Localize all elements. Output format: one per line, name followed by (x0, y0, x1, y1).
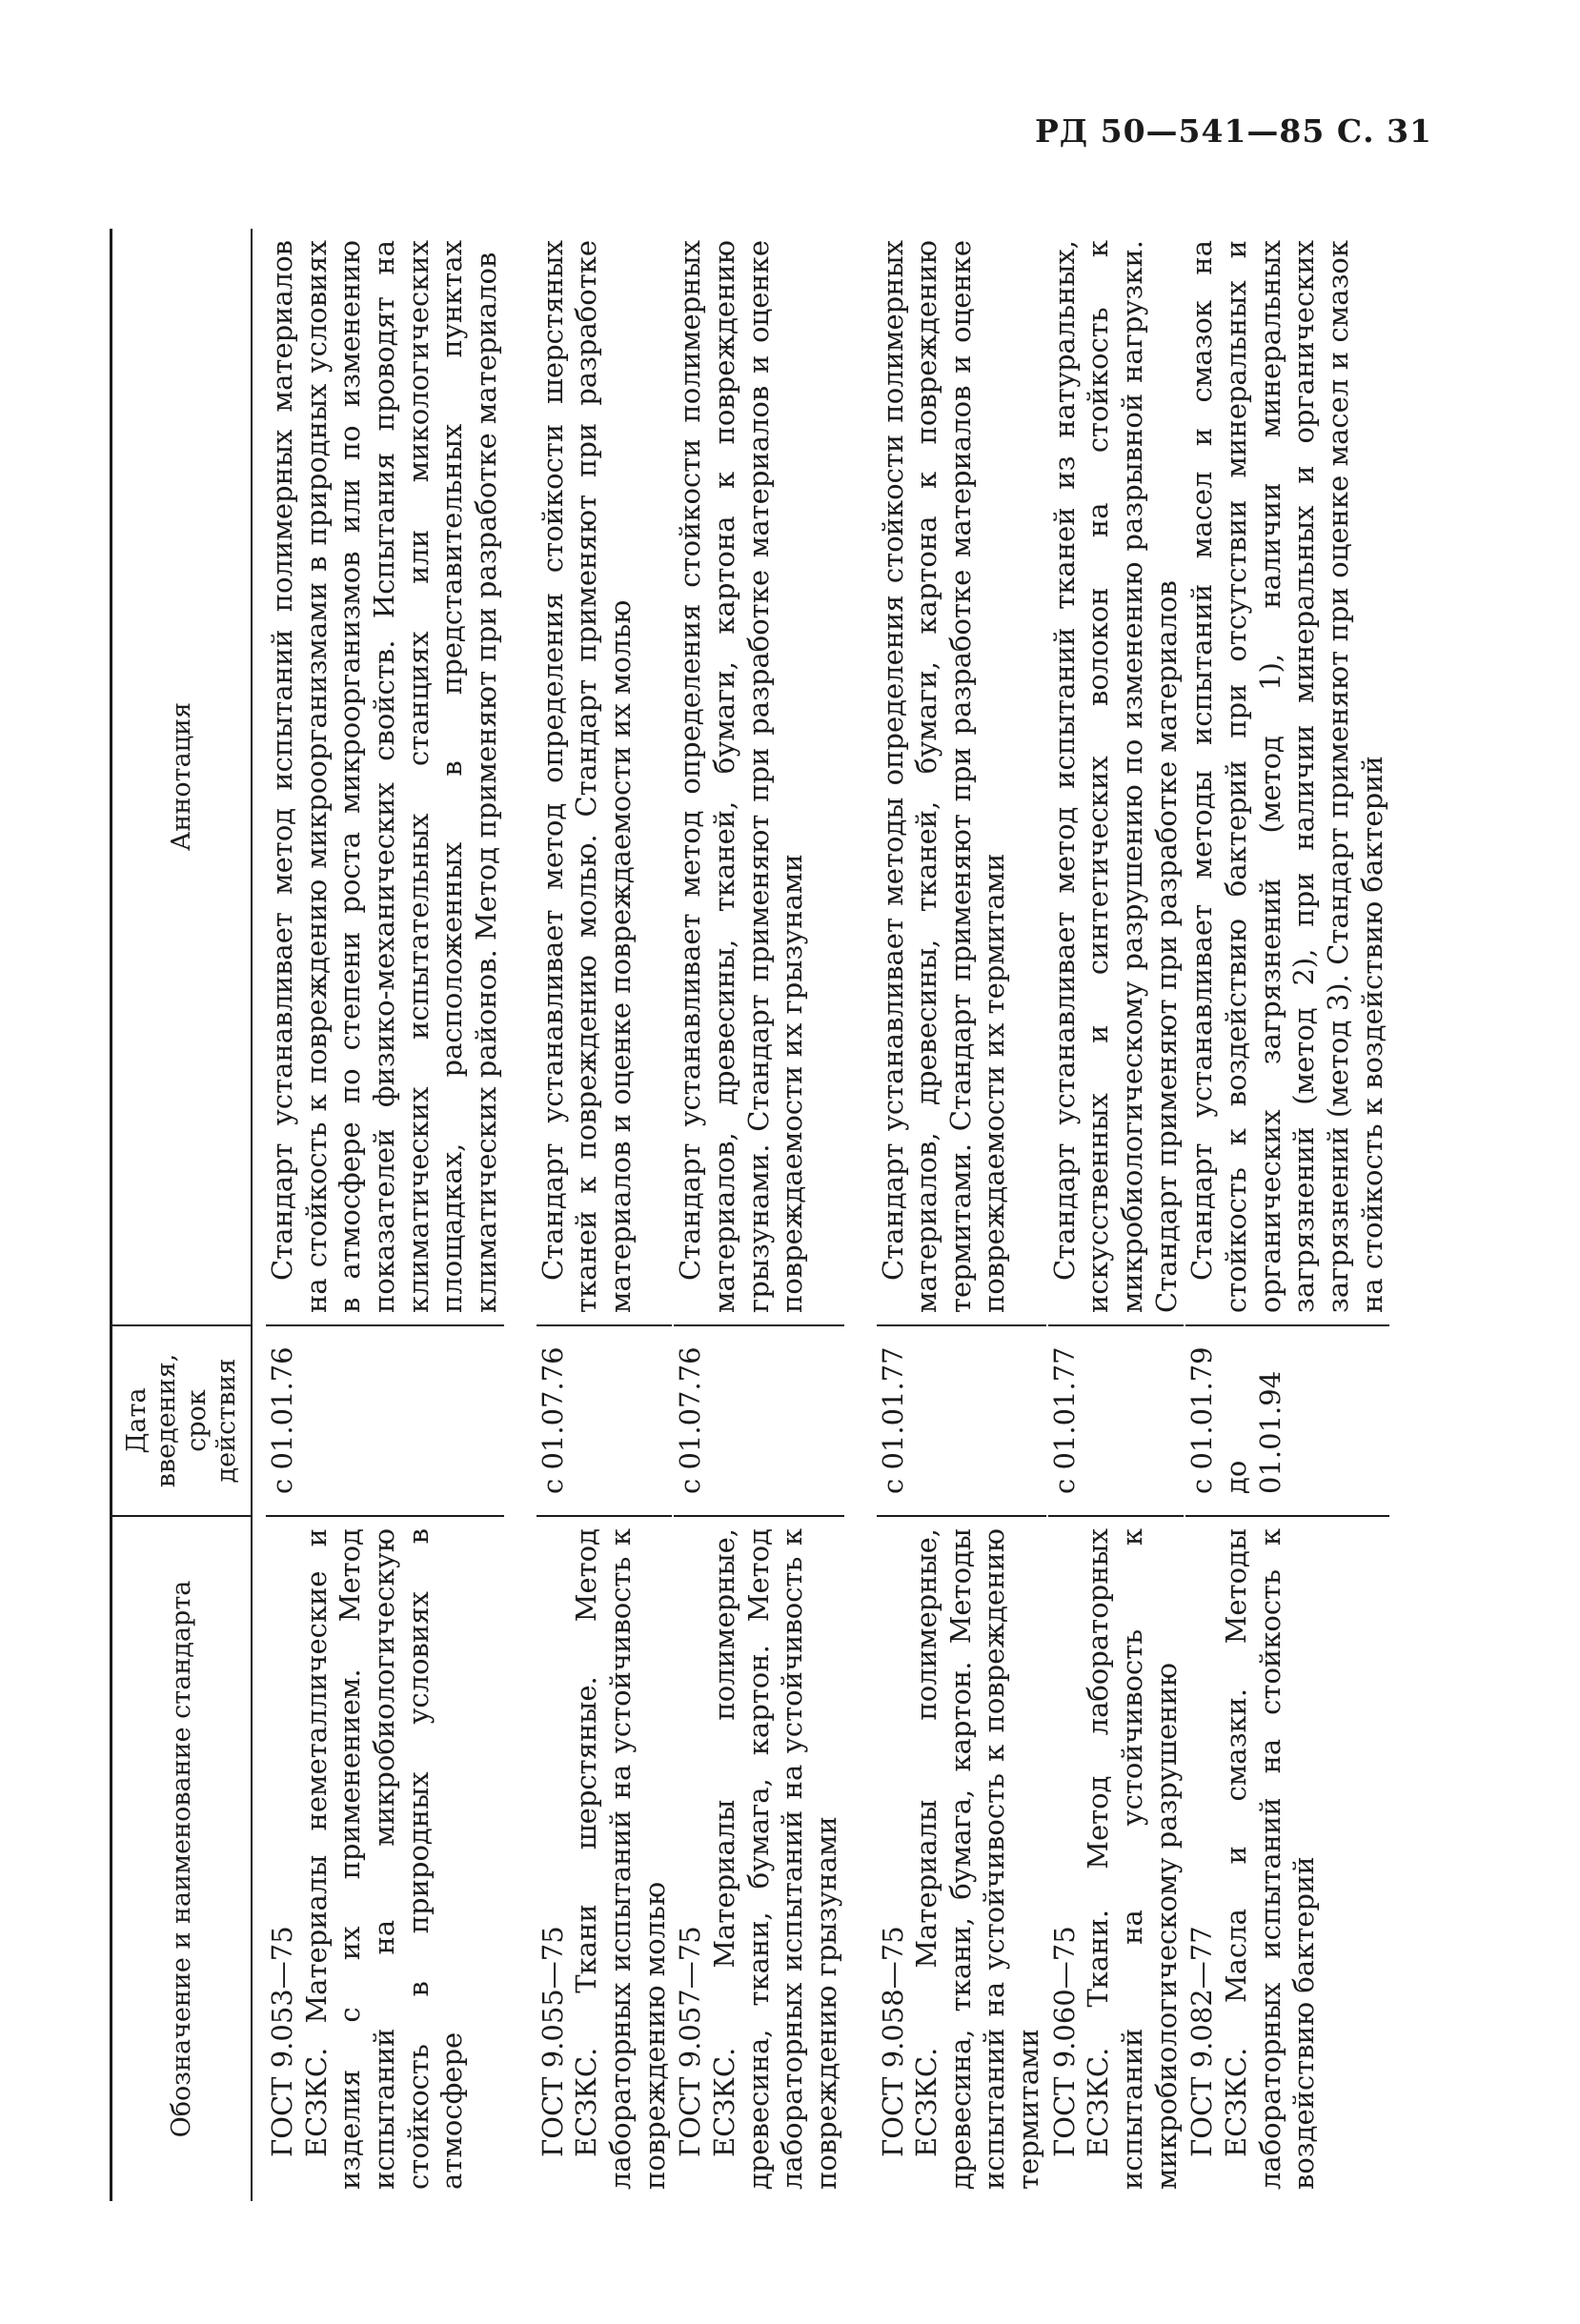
table-row (844, 229, 1046, 2201)
standard-code: ГОСТ 9.055—75 (536, 1926, 569, 2157)
date-cell (674, 1324, 843, 1515)
date-intro: с 01.01.77 (876, 1346, 909, 1494)
standards-table (110, 229, 1388, 2201)
designation-cell (537, 1515, 673, 2201)
date-cell (1048, 1324, 1185, 1515)
annotation-cell: Стандарт устанавливает метод испытаний тканей из натуральных, искусственных и синтетических волокон на стойкость к микробиологическому разрушению по изменению разрывной нагрузки. Стандарт применяют при разработке материалов (1047, 240, 1183, 1313)
standard-title: ЕСЗКС. Материалы полимерные, древесина, ткани, бумага, картон. Методы испытаний на устойчивость к повреждению термитами (910, 1528, 1045, 2190)
date-intro: с 01.07.76 (536, 1346, 569, 1494)
date-cell (266, 1324, 504, 1515)
standard-title: ЕСЗКС. Ткани шерстяные. Метод лабораторных испытаний на устойчивость к повреждению молью (570, 1528, 671, 2190)
table-row (1046, 229, 1185, 2201)
designation-cell (674, 1515, 843, 2201)
designation-cell (1185, 1515, 1389, 2201)
header-date: Дата введения, срок действия (112, 1324, 251, 1515)
annotation-cell: Стандарт устанавливает метод определения стойкости полимерных материалов, древесины, тканей, бумаги, картона к повреждению грызунами. Стандарт применяют при разработке материалов и оценке повреждаемости их грызунами (674, 240, 809, 1313)
table-row (672, 229, 843, 2201)
annotation-cell: Стандарт устанавливает методы определения стойкости полимерных материалов, древесины, тканей, бумаги, картона к повреждению термитами. Стандарт применяют при разработке материалов и оценке повреждаемости их термитами (876, 240, 1011, 1313)
date-cell (537, 1324, 673, 1515)
table-row (1184, 229, 1389, 2201)
header-designation: Обозначение и наименование стандарта (112, 1515, 251, 2201)
annotation-cell: Стандарт устанавливает методы испытаний масел и смазок на стойкость к воздействию бактерий при отсутствии минеральных и органических загрязнений (метод 1), наличии минеральных загрязнений (метод 2), при наличии минеральных и органических загрязнений (метод 3). Стандарт применяют при оценке масел и смазок на стойкость к воздействию бактерий (1185, 240, 1388, 1313)
table-header-row (110, 229, 253, 2201)
standard-title: ЕСЗКС. Масла и смазки. Методы лабораторных испытаний на стойкость к воздействию бактерий (1220, 1528, 1321, 2190)
date-expiry: до 01.01.94 (1220, 1370, 1286, 1494)
table-row (253, 229, 504, 2201)
date-intro: с 01.01.76 (266, 1346, 298, 1494)
page-header: РД 50—541—85 С. 31 (1034, 112, 1432, 150)
standard-code: ГОСТ 9.060—75 (1047, 1926, 1081, 2157)
standard-code: ГОСТ 9.058—75 (876, 1926, 909, 2157)
standard-code: ГОСТ 9.082—77 (1185, 1926, 1219, 2157)
standard-code: ГОСТ 9.057—75 (674, 1926, 707, 2157)
standard-code: ГОСТ 9.053—75 (266, 1926, 298, 2157)
date-cell (1185, 1324, 1389, 1515)
annotation-cell: Стандарт устанавливает метод испытаний полимерных материалов на стойкость к повреждению микроорганизмами в природных условиях в атмосфере по степени роста микроорганизмов или по изменению показателей физико-механических свойств. Испытания проводят на климатических испытательных станциях или микологических площадках, расположенных в представительных пунктах климатических районов. Метод применяют при разработке материалов (266, 240, 502, 1313)
header-annotation: Аннотация (166, 701, 196, 852)
designation-cell (1048, 1515, 1185, 2201)
date-intro: с 01.01.77 (1047, 1346, 1081, 1494)
date-intro: с 01.01.79 (1185, 1346, 1219, 1494)
table-row (504, 229, 673, 2201)
designation-cell (266, 1515, 504, 2201)
standard-title: ЕСЗКС. Материалы полимерные, древесина, ткани, бумага, картон. Метод лабораторных испытаний на устойчивость к повреждению грызунами (707, 1528, 842, 2190)
date-cell (877, 1324, 1046, 1515)
table-body (253, 229, 1389, 2201)
annotation-cell: Стандарт устанавливает метод определения стойкости шерстяных тканей к повреждению молью. Стандарт применяют при разработке материалов и оценке повреждаемости их молью (536, 240, 637, 1313)
designation-cell (877, 1515, 1046, 2201)
date-intro: с 01.07.76 (674, 1346, 707, 1494)
standard-title: ЕСЗКС. Ткани. Метод лабораторных испытаний на устойчивость к микробиологическому разрушению (1082, 1528, 1183, 2190)
standard-title: ЕСЗКС. Материалы неметаллические и изделия с их применением. Метод испытаний на микробиологическую стойкость в природных условиях в атмосфере (299, 1528, 469, 2190)
